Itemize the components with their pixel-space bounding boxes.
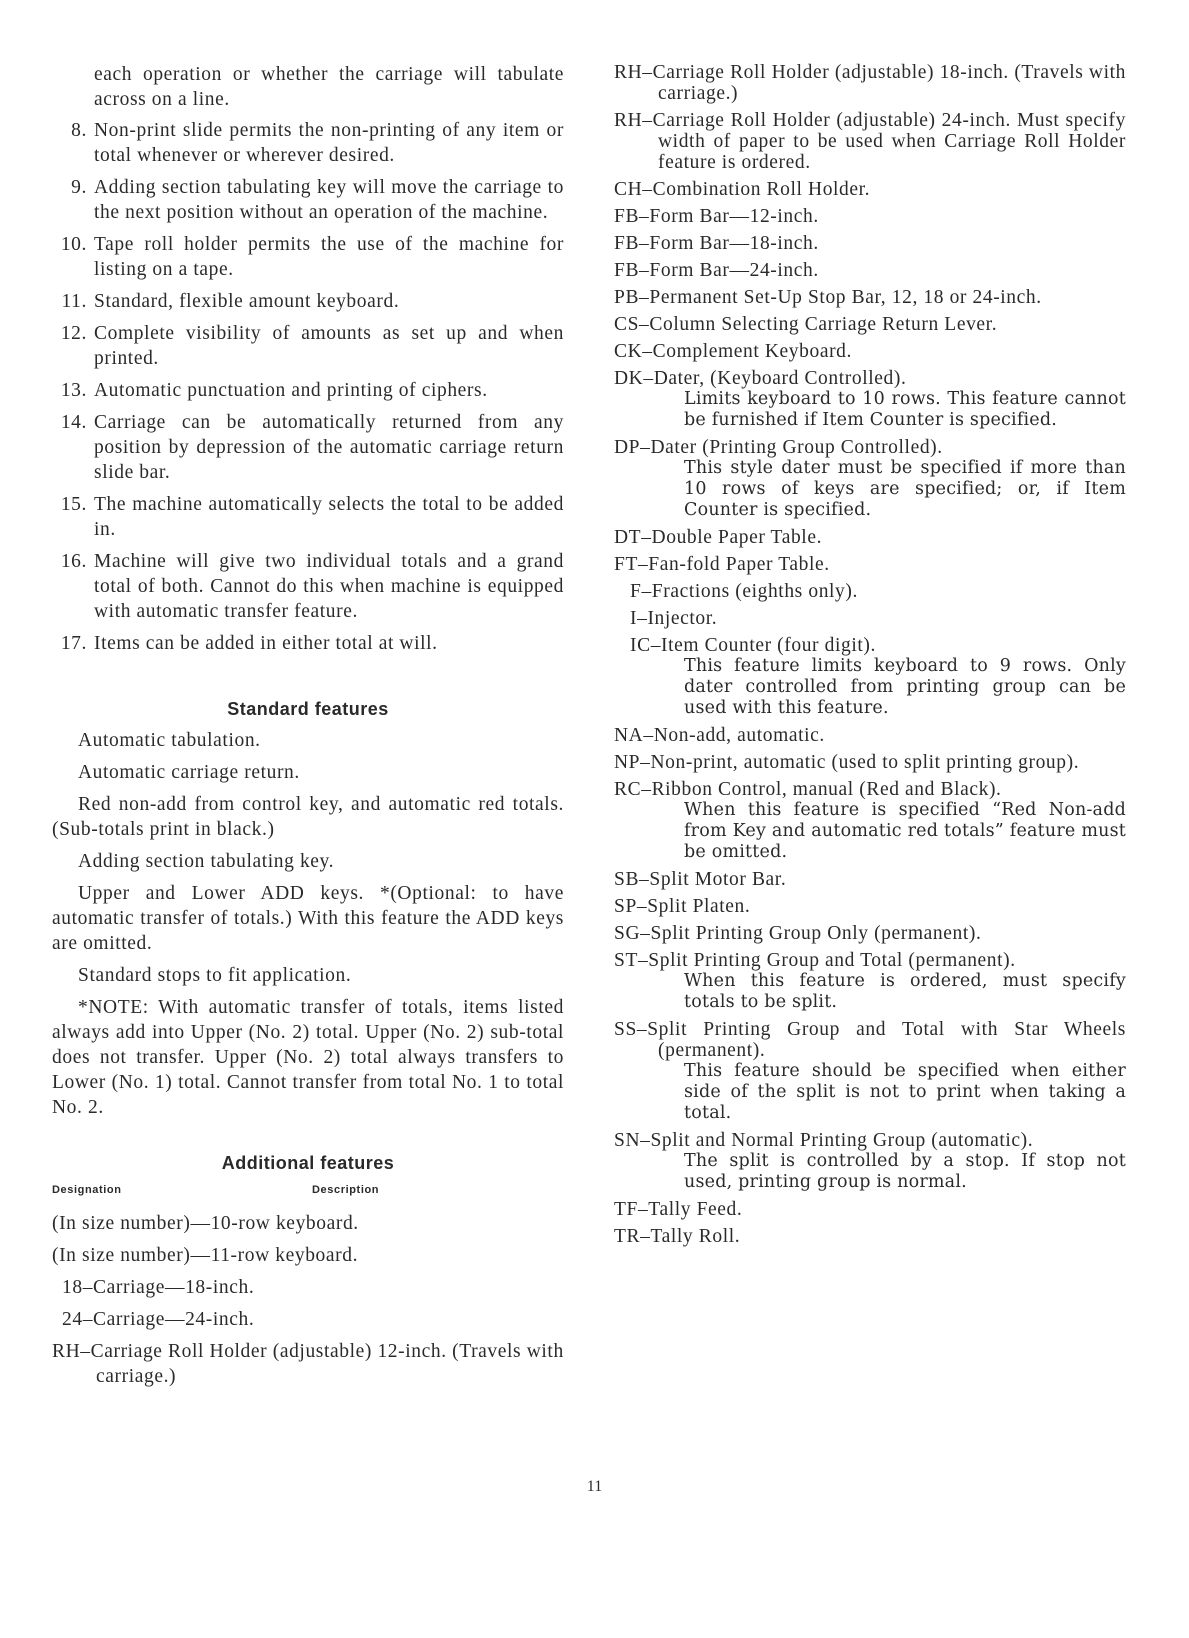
- additional-features-list: [52, 1211, 564, 1389]
- numbered-item: [52, 232, 564, 282]
- numbered-item: [52, 175, 564, 225]
- item-number: 9.: [71, 177, 87, 198]
- additional-feature: 24–Carriage—24-inch.: [62, 1309, 255, 1330]
- item-number: 12.: [60, 323, 87, 344]
- feature-entry: [614, 923, 1126, 944]
- designation-header: Designation: [52, 1184, 122, 1196]
- feature-entry: [614, 635, 1126, 719]
- item-text: Items can be added in either total at will.: [94, 633, 438, 654]
- numbered-item: [52, 321, 564, 371]
- feature-entry: [614, 581, 1126, 602]
- feature-designation: F–Fractions (eighths only).: [630, 581, 858, 602]
- standard-feature: Automatic carriage return.: [78, 762, 300, 783]
- item-text: Adding section tabulating key will move the carriage to the next position without an operation of the machine.: [94, 177, 564, 223]
- feature-designation: FB–Form Bar—12-inch.: [614, 206, 819, 227]
- feature-designation: FB–Form Bar—18-inch.: [614, 233, 819, 254]
- item-text: Carriage can be automatically returned from any position by depression of the automatic carriage return slide bar.: [94, 412, 564, 483]
- feature-entry: [614, 869, 1126, 890]
- item-number: 15.: [60, 494, 87, 515]
- feature-entry: [614, 752, 1126, 773]
- feature-note: The split is controlled by a stop. If stop not used, printing group is normal.: [684, 1151, 1126, 1192]
- feature-entry: [614, 1199, 1126, 1220]
- item-text: Non-print slide permits the non-printing of any item or total whenever or wherever desired.: [94, 120, 564, 166]
- item-text: Automatic punctuation and printing of ciphers.: [94, 380, 488, 401]
- feature-designation: PB–Permanent Set-Up Stop Bar, 12, 18 or 24-inch.: [614, 287, 1042, 308]
- feature-entry: [614, 260, 1126, 281]
- feature-designation: IC–Item Counter (four digit).: [630, 635, 876, 656]
- feature-note: This style dater must be specified if more than 10 rows of keys are specified; or, if Item Counter is specified.: [684, 458, 1126, 520]
- feature-designation: SG–Split Printing Group Only (permanent).: [614, 923, 982, 944]
- feature-designation: TF–Tally Feed.: [614, 1199, 743, 1220]
- feature-note: This feature limits keyboard to 9 rows. Only dater controlled from printing group can be used with this feature.: [684, 656, 1126, 718]
- item-text: Machine will give two individual totals and a grand total of both. Cannot do this when machine is equipped with automatic transfer feature.: [94, 551, 564, 622]
- standard-feature: Adding section tabulating key.: [78, 851, 335, 872]
- item-text: Complete visibility of amounts as set up and when printed.: [94, 323, 564, 369]
- column-headers: [52, 1178, 564, 1203]
- item-number: 11.: [61, 291, 87, 312]
- standard-feature: Red non-add from control key, and automatic red totals. (Sub-totals print in black.): [52, 794, 564, 840]
- feature-designation: CK–Complement Keyboard.: [614, 341, 853, 362]
- additional-feature: (In size number)—11-row keyboard.: [52, 1245, 359, 1266]
- feature-entry: [614, 1019, 1126, 1124]
- feature-designation: SN–Split and Normal Printing Group (automatic).: [614, 1130, 1034, 1151]
- feature-designation: FB–Form Bar—24-inch.: [614, 260, 819, 281]
- feature-entry: [614, 179, 1126, 200]
- description-header: Description: [312, 1184, 380, 1196]
- feature-designation: SP–Split Platen.: [614, 896, 751, 917]
- additional-feature: RH–Carriage Roll Holder (adjustable) 12-inch. (Travels with carriage.): [52, 1341, 564, 1387]
- item-text: Standard, flexible amount keyboard.: [94, 291, 400, 312]
- feature-entry: [614, 608, 1126, 629]
- feature-entry: [614, 62, 1126, 104]
- feature-designation: RH–Carriage Roll Holder (adjustable) 18-inch. (Travels with carriage.): [614, 62, 1126, 104]
- standard-feature: Upper and Lower ADD keys. *(Optional: to have automatic transfer of totals.) With this feature the ADD keys are omitted.: [52, 883, 564, 954]
- numbered-item: [52, 549, 564, 624]
- item-text: The machine automatically selects the total to be added in.: [94, 494, 564, 540]
- feature-designation: SS–Split Printing Group and Total with Star Wheels (permanent).: [614, 1019, 1126, 1061]
- additional-features-heading: Additional features: [221, 1153, 395, 1173]
- feature-designation: RC–Ribbon Control, manual (Red and Black).: [614, 779, 1002, 800]
- item-number: 8.: [71, 120, 87, 141]
- feature-designation: SB–Split Motor Bar.: [614, 869, 787, 890]
- feature-note: Limits keyboard to 10 rows. This feature cannot be furnished if Item Counter is specified.: [684, 389, 1126, 430]
- numbered-item: [52, 289, 564, 314]
- feature-designation: CS–Column Selecting Carriage Return Lever.: [614, 314, 998, 335]
- feature-designation: CH–Combination Roll Holder.: [614, 179, 871, 200]
- additional-feature: (In size number)—10-row keyboard.: [52, 1213, 359, 1234]
- numbered-item: [52, 378, 564, 403]
- item-number: 16.: [60, 551, 87, 572]
- item-number: 10.: [60, 234, 87, 255]
- additional-feature: 18–Carriage—18-inch.: [62, 1277, 255, 1298]
- numbered-item: [52, 410, 564, 485]
- right-column: [614, 62, 1126, 1253]
- feature-designation: FT–Fan-fold Paper Table.: [614, 554, 830, 575]
- item-text: Tape roll holder permits the use of the machine for listing on a tape.: [94, 234, 564, 280]
- feature-entry: [614, 896, 1126, 917]
- item-number: 17.: [60, 633, 87, 654]
- feature-designation: NP–Non-print, automatic (used to split printing group).: [614, 752, 1080, 773]
- item-number: 14.: [60, 412, 87, 433]
- item-number: 13.: [60, 380, 87, 401]
- numbered-list: [52, 118, 564, 656]
- standard-features-heading: Standard features: [227, 699, 389, 719]
- left-column: [52, 62, 564, 1396]
- feature-entry: [614, 527, 1126, 548]
- numbered-item: [52, 492, 564, 542]
- feature-entry: [614, 341, 1126, 362]
- feature-entry: [614, 287, 1126, 308]
- standard-features-list: [52, 728, 564, 1120]
- feature-entry: [614, 437, 1126, 521]
- feature-designation: ST–Split Printing Group and Total (permanent).: [614, 950, 1016, 971]
- feature-designation: TR–Tally Roll.: [614, 1226, 741, 1247]
- standard-feature: Standard stops to fit application.: [78, 965, 352, 986]
- feature-entry: [614, 1130, 1126, 1193]
- feature-note: When this feature is specified “Red Non-add from Key and automatic red totals” feature must be omitted.: [684, 800, 1126, 862]
- numbered-item: [52, 631, 564, 656]
- feature-designation: DP–Dater (Printing Group Controlled).: [614, 437, 943, 458]
- feature-designation: DT–Double Paper Table.: [614, 527, 823, 548]
- feature-entry: [614, 206, 1126, 227]
- feature-entry: [614, 368, 1126, 431]
- feature-designation: RH–Carriage Roll Holder (adjustable) 24-inch. Must specify width of paper to be used when Carriage Roll Holder feature is ordered.: [614, 110, 1126, 173]
- feature-entry: [614, 554, 1126, 575]
- feature-note: This feature should be specified when either side of the split is not to print when taking a total.: [684, 1061, 1126, 1123]
- feature-entry: [614, 110, 1126, 173]
- feature-entry: [614, 233, 1126, 254]
- feature-entry: [614, 779, 1126, 863]
- numbered-item: [52, 118, 564, 168]
- feature-designation: NA–Non-add, automatic.: [614, 725, 825, 746]
- standard-feature: Automatic tabulation.: [78, 730, 261, 751]
- feature-note: When this feature is ordered, must specify totals to be split.: [684, 971, 1126, 1012]
- page-number: 11: [586, 1478, 603, 1495]
- feature-entry: [614, 314, 1126, 335]
- note-paragraph: *NOTE: With automatic transfer of totals, items listed always add into Upper (No. 2) total. Upper (No. 2) sub-total does not transfer. Upper (No. 2) total always transfers to Lower (No. 1) total. Cannot transfer from total No. 1 to total No. 2.: [52, 997, 564, 1118]
- intro-continuation: each operation or whether the carriage will tabulate across on a line.: [94, 64, 564, 110]
- feature-entry: [614, 950, 1126, 1013]
- feature-entry: [614, 725, 1126, 746]
- feature-designation: I–Injector.: [630, 608, 718, 629]
- feature-designation: DK–Dater, (Keyboard Controlled).: [614, 368, 907, 389]
- feature-entry: [614, 1226, 1126, 1247]
